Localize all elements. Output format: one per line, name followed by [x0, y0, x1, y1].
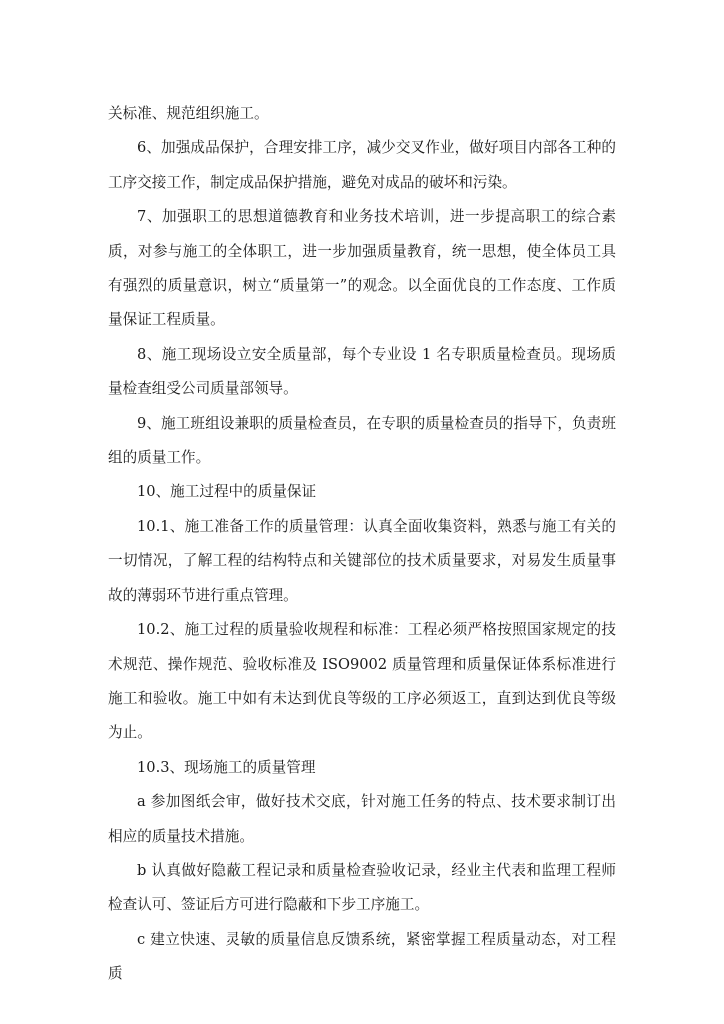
- section-heading-10: 10、施工过程中的质量保证: [137, 483, 317, 501]
- paragraph-item-6: 6、加强成品保护，合理安排工序，减少交叉作业，做好项目内部各工种的工序交接工作，制定成品保护措施，避免对成品的破坏和污染。: [108, 139, 616, 191]
- paragraph-item-8: 8、施工现场设立安全质量部，每个专业设 1 名专职质量检查员。现场质量检查组受公司质量部领导。: [108, 345, 616, 398]
- section-heading-10-3: 10.3、现场施工的质量管理: [137, 758, 316, 776]
- paragraph-item-10-2: 10.2、施工过程的质量验收规程和标准：工程必须严格按照国家规定的技术规范、操作规范、验收标准及 ISO9002 质量管理和质量保证体系标准进行施工和验收。施工中如有未达到优良等级的工序必须返工，直到达到优良等级为止。: [108, 621, 616, 742]
- document-body: [108, 97, 616, 992]
- paragraph-item-7: 7、加强职工的思想道德教育和业务技术培训，进一步提高职工的综合素质，对参与施工的全体职工，进一步加强质量教育，统一思想，使全体员工具有强烈的质量意识，树立“质量第一”的观念。以全面优良的工作态度、工作质量保证工程质量。: [108, 208, 616, 329]
- paragraph-item-b: b 认真做好隐蔽工程记录和质量检查验收记录，经业主代表和监理工程师检查认可、签证后方可进行隐蔽和下步工序施工。: [108, 861, 616, 914]
- paragraph-continuation: 关标准、规范组织施工。: [108, 105, 269, 122]
- paragraph-item-10-1: 10.1、施工准备工作的质量管理：认真全面收集资料，熟悉与施工有关的一切情况，了解工程的结构特点和关键部位的技术质量要求，对易发生质量事故的薄弱环节进行重点管理。: [108, 517, 616, 604]
- paragraph-item-9: 9、施工班组设兼职的质量检查员，在专职的质量检查员的指导下，负责班组的质量工作。: [108, 414, 616, 467]
- paragraph-item-c: c 建立快速、灵敏的质量信息反馈系统，紧密掌握工程质量动态，对工程质: [108, 930, 616, 983]
- paragraph-item-a: a 参加图纸会审，做好技术交底，针对施工任务的特点、技术要求制订出相应的质量技术措施。: [108, 793, 616, 845]
